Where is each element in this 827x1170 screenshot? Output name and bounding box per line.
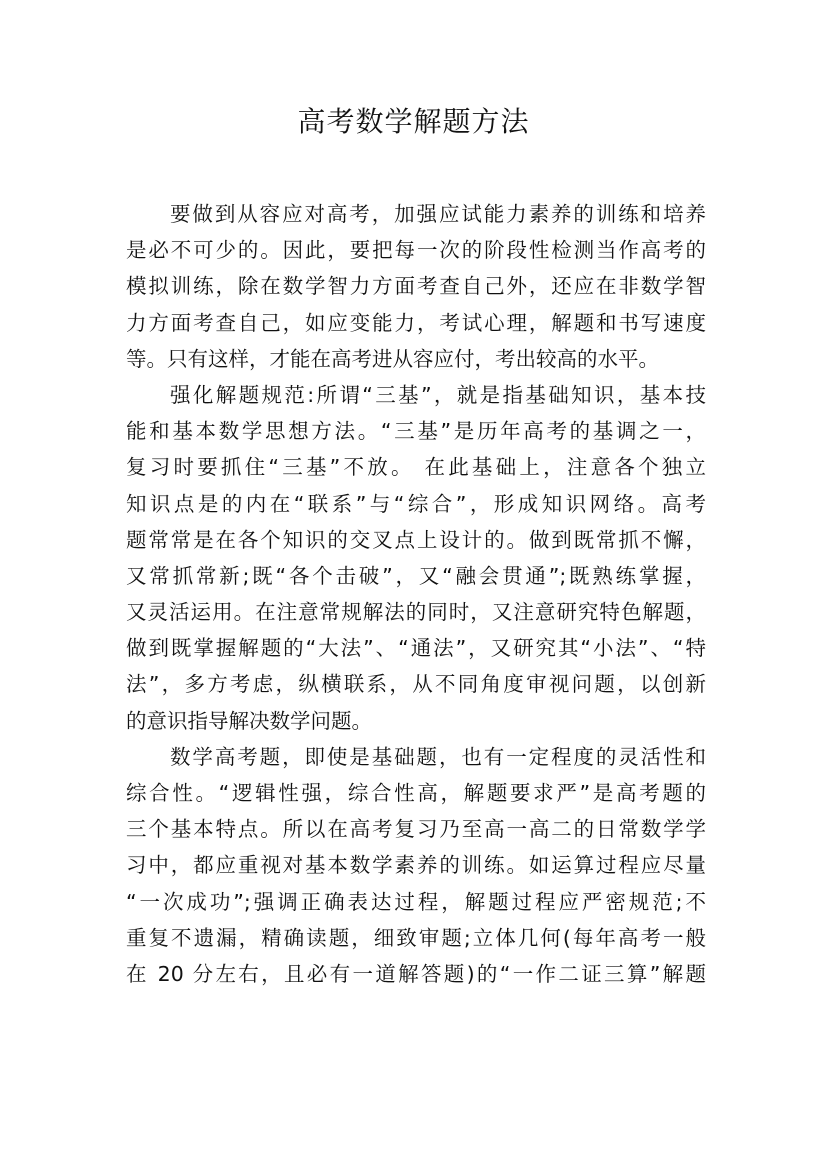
paragraph-2-line-2: 能和基本数学思想方法。“三基”是历年高考的基调之一，: [126, 419, 706, 444]
paragraph-2-line-6: 又常抓常新;既“各个击破”，又“融会贯通”;既熟练掌握，: [126, 563, 706, 588]
paragraph-1-line-3: 模拟训练，除在数学智力方面考查自己外，还应在非数学智: [126, 274, 706, 299]
paragraph-3-line-5: “一次成功”;强调正确表达过程，解题过程应严密规范;不: [126, 889, 706, 914]
paragraph-2-line-9: 法”，多方考虑，纵横联系，从不同角度审视问题，以创新: [126, 672, 706, 697]
paragraph-1-line-5: 等。只有这样，才能在高考进从容应付，考出较高的水平。: [126, 346, 659, 371]
paragraph-3-line-2: 综合性。“逻辑性强，综合性高，解题要求严”是高考题的: [126, 781, 706, 805]
paragraph-3-line-7: 在 20 分左右，且必有一道解答题)的“一作二证三算”解题: [126, 961, 706, 986]
paragraph-1-line-2: 是必不可少的。因此，要把每一次的阶段性检测当作高考的: [126, 238, 706, 263]
paragraph-2-line-1: 强化解题规范:所谓“三基”，就是指基础知识，基本技: [170, 382, 706, 407]
paragraph-2-line-7: 又灵活运用。在注意常规解法的同时，又注意研究特色解题，: [126, 600, 706, 625]
paragraph-3-line-1: 数学高考题，即使是基础题，也有一定程度的灵活性和: [170, 744, 706, 769]
paragraph-1-line-4: 力方面考查自己，如应变能力，考试心理，解题和书写速度: [126, 310, 706, 335]
paragraph-2-line-10: 的意识指导解决数学问题。: [126, 708, 372, 733]
paragraph-2-line-4: 知识点是的内在“联系”与“综合”，形成知识网络。高考: [126, 491, 706, 516]
paragraph-3-line-6: 重复不遗漏，精确读题，细致审题;立体几何(每年高考一般: [126, 925, 706, 950]
paragraph-2-line-3: 复习时要抓住“三基”不放。 在此基础上，注意各个独立: [126, 455, 706, 480]
document-body: [126, 196, 706, 992]
paragraph-3-line-4: 习中，都应重视对基本数学素养的训练。如运算过程应尽量: [126, 853, 706, 878]
paragraph-1-line-1: 要做到从容应对高考，加强应试能力素养的训练和培养: [170, 202, 706, 226]
document-title: 高考数学解题方法: [297, 105, 530, 138]
paragraph-2-line-5: 题常常是在各个知识的交叉点上设计的。做到既常抓不懈，: [126, 527, 706, 552]
paragraph-2-line-8: 做到既掌握解题的“大法”、“通法”，又研究其“小法”、“特: [126, 636, 706, 661]
paragraph-3-line-3: 三个基本特点。所以在高考复习乃至高一高二的日常数学学: [126, 817, 706, 842]
